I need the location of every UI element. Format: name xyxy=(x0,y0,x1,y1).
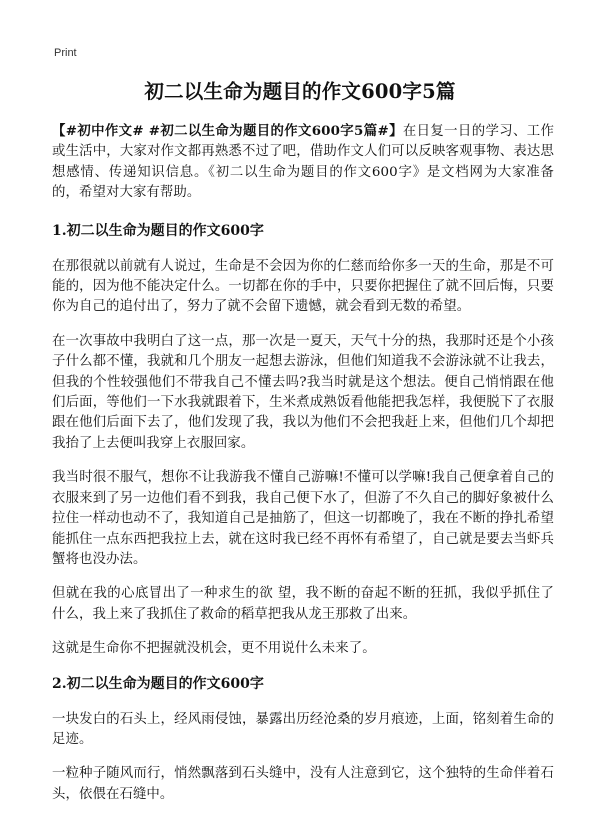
section-1-paragraph-4: 但就在我的心底冒出了一种求生的欲 望，我不断的奋起不断的狂抓，我似乎抓住了什么，我上来了我抓住了救命的稻草把我从龙王那救了出来。 xyxy=(52,586,554,622)
intro-tags: 【#初中作文# #初二以生命为题目的作文600字5篇#】 xyxy=(52,123,403,139)
section-2-paragraph-1: 一块发白的石头上，经风雨侵蚀，暴露出历经沧桑的岁月痕迹，上面，铭刻着生命的足迹。 xyxy=(52,711,554,747)
section-1-paragraph-5: 这就是生命你不把握就没机会，更不用说什么未来了。 xyxy=(52,641,376,657)
intro-text: 在日复一日的学习、工作或生活中，大家对作文都再熟悉不过了吧，借助作文人们可以反映客观事物、表达思想感情、传递知识信息。《初二以生命为题目的作文600字》是文档网为大家准备的，希望对大家有帮助。 xyxy=(52,124,555,201)
section-heading-1: 1.初二以生命为题目的作文600字 xyxy=(52,222,264,239)
page-title: 初二以生命为题目的作文600字5篇 xyxy=(144,80,456,103)
section-heading-2: 2.初二以生命为题目的作文600字 xyxy=(52,675,264,692)
intro-paragraph xyxy=(52,121,554,204)
print-link[interactable]: Print xyxy=(54,47,77,59)
article-content xyxy=(52,121,554,819)
section-1-paragraph-1: 在那很就以前就有人说过，生命是不会因为你的仁慈而给你多一天的生命，那是不可能的，因为他不能决定什么。一切都在你的手中，只要你把握住了就不回后悔，只要你为自己的追付出了，努力了就不会留下遗憾，就会看到无数的希望。 xyxy=(52,258,554,315)
section-1-paragraph-2: 在一次事故中我明白了这一点，那一次是一夏天，天气十分的热，我那时还是个小孩子什么都不懂，我就和几个朋友一起想去游泳，但他们知道我不会游泳就不让我去，但我的个性较强他们不带我自己不懂去吗?我当时就是这个想法。便自己悄悄跟在他们后面，等他们一下水我就跟着下，生米煮成熟饭看他能把我怎样，我便脱下了衣服跟在他们后面下去了，他们发现了我，我以为他们不会把我赶上来，但他们几个却把我抬了上去便叫我穿上衣服回家。 xyxy=(52,333,554,451)
section-2-paragraph-2: 一粒种子随风而行，悄然飘落到石头缝中，没有人注意到它，这个独特的生命伴着石头，依偎在石缝中。 xyxy=(52,766,554,802)
section-1-paragraph-3: 我当时很不服气，想你不让我游我不懂自己游嘛!不懂可以学嘛!我自己便拿着自己的衣服来到了另一边他们看不到我，我自己便下水了，但游了不久自己的脚好象被什么拉住一样动也动不了，我知道自己是抽筋了，但这一切都晚了，我在不断的挣扎希望能抓住一点东西把我拉上去，就在这时我已经不再怀有希望了，自己就是要去当虾兵蟹将也没办法。 xyxy=(52,470,554,567)
